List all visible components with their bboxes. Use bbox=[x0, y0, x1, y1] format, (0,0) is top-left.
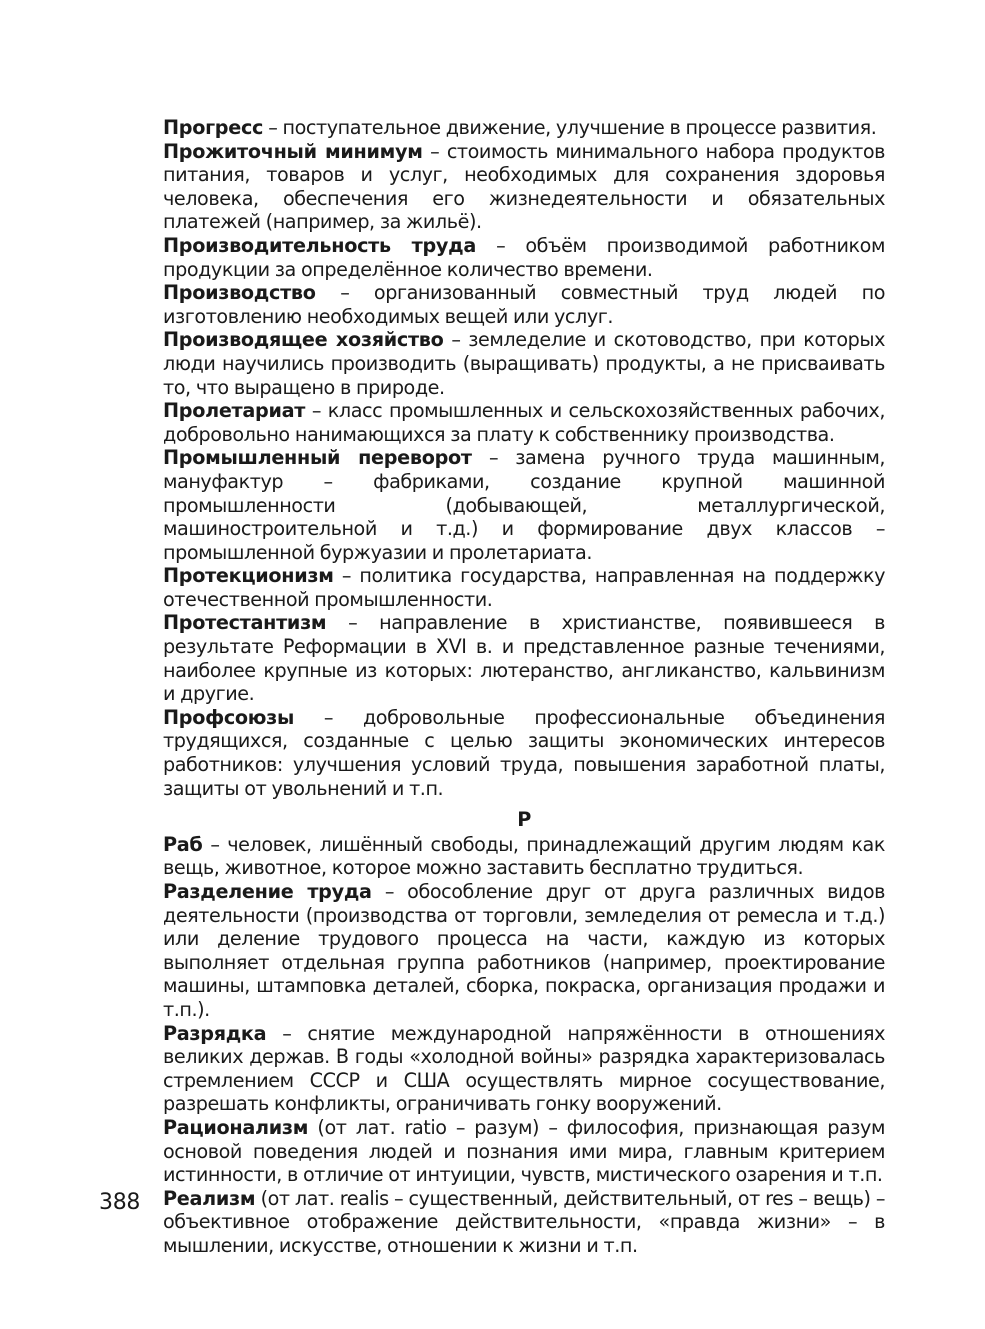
entry-definition: – замена ручного труда машинным, мануфактур – фабриками, создание крупной машинной промышленности (добывающей, металлургической, машиностроительной и т.д.) и формирование двух классов – промышленной буржуазии и пролетариата. bbox=[163, 446, 885, 564]
entry-definition: – организованный совместный труд людей по изготовлению необходимых вещей или услуг. bbox=[163, 281, 885, 328]
glossary-entry-proletariat bbox=[163, 399, 885, 446]
entry-term: Промышленный переворот bbox=[163, 446, 472, 470]
entry-definition: – политика государства, направленная на поддержку отечественной промышленности. bbox=[163, 564, 885, 611]
entry-definition: – обособление друг от друга различных видов деятельности (производства от торговли, земледелия от ремесла и т.д.) или деление трудового процесса на части, каждую из которых выполняет отдельная группа работников (например, проектирование машины, штамповка деталей, сборка, покраска, организация продажи и т.п.). bbox=[163, 880, 885, 1021]
entry-term: Прогресс bbox=[163, 116, 264, 139]
entry-definition: – поступательное движение, улучшение в процессе развития. bbox=[263, 116, 877, 139]
entry-term: Пролетариат bbox=[163, 399, 306, 423]
entry-definition: – человек, лишённый свободы, принадлежащий другим людям как вещь, животное, которое можно заставить бесплатно трудиться. bbox=[163, 832, 885, 880]
glossary-entry-progress bbox=[163, 116, 885, 140]
glossary-entry-subsistence-minimum bbox=[163, 140, 885, 234]
section-letter-heading: Р bbox=[517, 808, 531, 832]
entry-definition: – снятие международной напряжённости в отношениях великих держав. В годы «холодной войны» разрядка характеризовалась стремлением СССР и США осуществлять мирное сосуществование, разрешать конфликты, ограничивать гонку вооружений. bbox=[163, 1021, 885, 1116]
entry-term: Разрядка bbox=[163, 1021, 267, 1045]
entry-term: Производство bbox=[163, 281, 316, 305]
entry-term: Производительность труда bbox=[163, 233, 476, 257]
entry-definition: (от лат. realis – существенный, действительный, от res – вещь) – объективное отображение действительности, «правда жизни» – в мышлении, искусстве, отношении к жизни и т.п. bbox=[163, 1186, 885, 1257]
entry-definition: – класс промышленных и сельскохозяйственных рабочих, добровольно нанимающихся за плату к собственнику производства. bbox=[163, 399, 885, 446]
glossary-entry-rationalism bbox=[163, 1116, 885, 1187]
entry-term: Протестантизм bbox=[163, 611, 327, 635]
entry-definition: – добровольные профессиональные объединения трудящихся, созданные с целью защиты экономических интересов работников: улучшения условий труда, повышения заработной платы, защиты от увольнений и т.п. bbox=[163, 705, 885, 800]
entry-term: Реализм bbox=[163, 1186, 256, 1210]
glossary-entry-slave bbox=[163, 833, 885, 880]
entry-term: Раб bbox=[163, 832, 203, 856]
glossary-entry-realism bbox=[163, 1187, 885, 1258]
glossary-entry-protectionism bbox=[163, 564, 885, 611]
entry-term: Профсоюзы bbox=[163, 705, 295, 729]
page-number: 388 bbox=[99, 1190, 141, 1215]
entry-term: Производящее хозяйство bbox=[163, 328, 444, 352]
glossary-entry-protestantism bbox=[163, 611, 885, 705]
glossary-entry-division-of-labor bbox=[163, 880, 885, 1022]
entry-definition: (от лат. ratio – разум) – философия, признающая разум основой поведения людей и познания ими мира, главным критерием истинности, в отличие от интуиции, чувств, мистического озарения и т.п. bbox=[163, 1115, 885, 1187]
entry-definition: – стоимость минимального набора продуктов питания, товаров и услуг, необходимых для сохранения здоровья человека, обеспечения его жизнедеятельности и обязательных платежей (например, за жильё). bbox=[163, 139, 885, 234]
glossary-entry-detente bbox=[163, 1022, 885, 1116]
glossary-entry-labor-productivity bbox=[163, 234, 885, 281]
entry-definition: – земледелие и скотоводство, при которых люди научились производить (выращивать) продукты, а не присваивать то, что выращено в природе. bbox=[163, 328, 885, 399]
entry-definition: – направление в христианстве, появившееся в результате Реформации в XVI в. и представленное разные течениями, наиболее крупные из которых: лютеранство, англиканство, кальвинизм и другие. bbox=[163, 611, 885, 706]
entry-term: Протекционизм bbox=[163, 564, 334, 588]
glossary-entry-production bbox=[163, 281, 885, 328]
glossary-entry-trade-unions bbox=[163, 706, 885, 800]
entry-term: Рационализм bbox=[163, 1115, 309, 1139]
glossary-entry-industrial-revolution bbox=[163, 446, 885, 564]
glossary-entry-producing-economy bbox=[163, 328, 885, 399]
entry-term: Прожиточный минимум bbox=[163, 139, 423, 163]
entry-term: Разделение труда bbox=[163, 880, 372, 903]
entry-definition: – объём производимой работником продукции за определённое количество времени. bbox=[163, 233, 885, 281]
glossary-content bbox=[163, 116, 885, 1258]
